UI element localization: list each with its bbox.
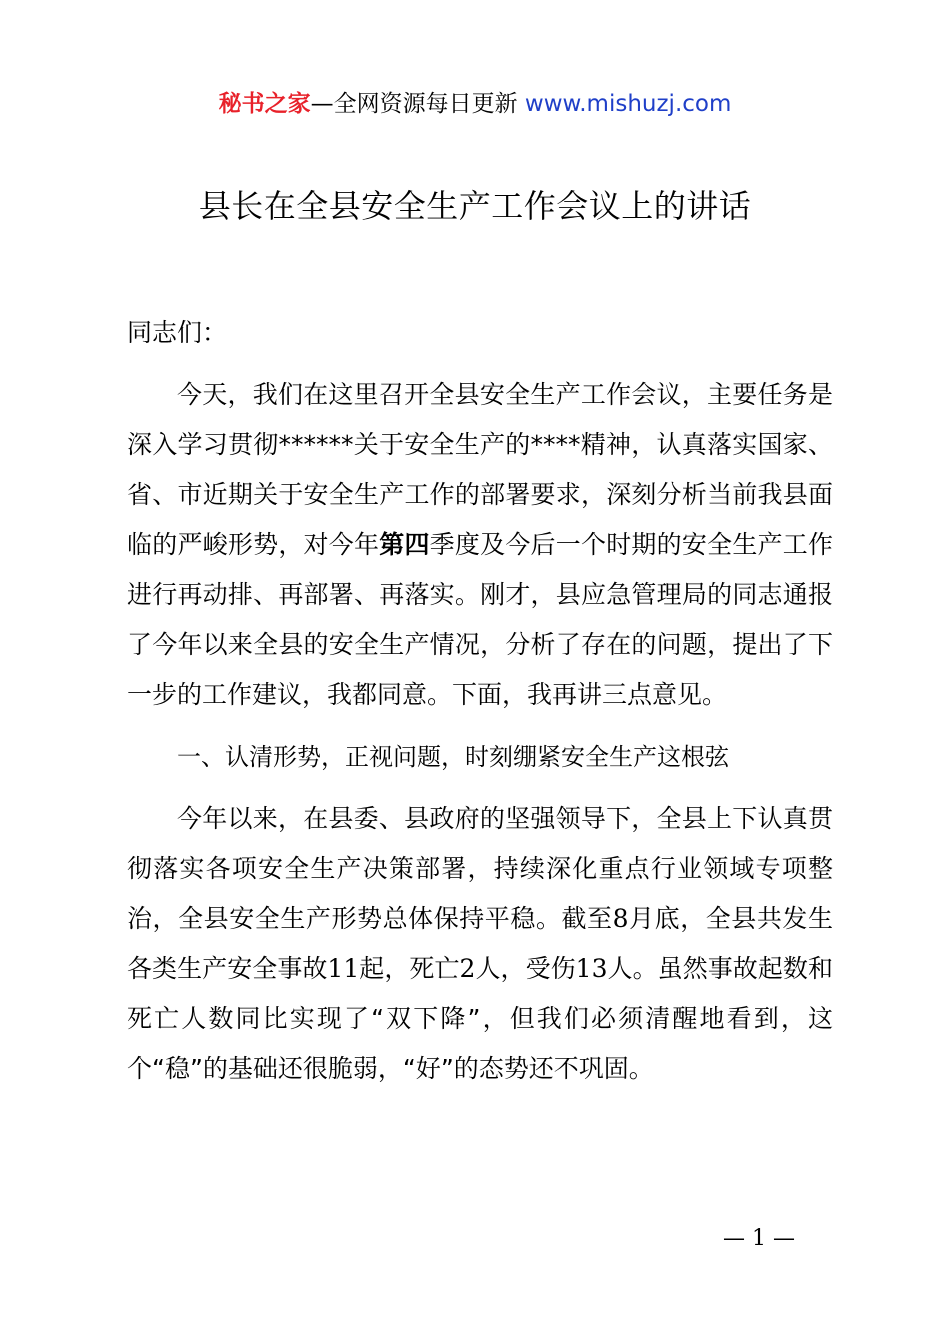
site-url-link[interactable]: www.mishuzj.com bbox=[524, 91, 732, 117]
paragraph-intro bbox=[127, 370, 833, 720]
month-number: 8 bbox=[612, 904, 629, 933]
accident-count: 11 bbox=[327, 954, 360, 983]
paragraph-situation-part-a: 今年以来，在县委、县政府的坚强领导下，全县上下认真贯彻落实各项安全生产决策部署，持续深化重点行业领域专项整治，全县安全生产形势总体保持平稳。截至 bbox=[127, 804, 833, 933]
paragraph-intro-part-a: 今天，我们在这里召开全县安全生产工作会议，主要任务是深入学习贯彻******关于安全生产的****精神，认真落实国家、省、市近期关于安全生产工作的部署要求，深刻分析当前我县面临的严峻形势，对今年 bbox=[127, 380, 833, 559]
paragraph-situation-part-d: 人，受伤 bbox=[475, 954, 576, 983]
section-heading-1: 一、认清形势，正视问题，时刻绷紧安全生产这根弦 bbox=[177, 743, 729, 771]
paragraph-situation-part-b: 月底，全县共发生各类生产安全事故 bbox=[127, 904, 833, 983]
paragraph-intro-bold: 第四 bbox=[379, 530, 430, 559]
brand-name: 秘书之家 bbox=[218, 91, 311, 117]
header-tagline: —全网资源每日更新 bbox=[310, 91, 525, 117]
paragraph-situation bbox=[127, 794, 833, 1094]
page-number: — 1 — bbox=[723, 1226, 795, 1251]
paragraph-situation-part-c: 起，死亡 bbox=[359, 954, 460, 983]
document-title: 县长在全县安全生产工作会议上的讲话 bbox=[198, 187, 752, 225]
greeting: 同志们： bbox=[127, 318, 228, 347]
death-count: 2 bbox=[459, 954, 476, 983]
paragraph-situation-part-e: 人。虽然事故起数和死亡人数同比实现了“双下降”，但我们必须清醒地看到，这个“稳”的基础还很脆弱，“好”的态势还不巩固。 bbox=[127, 954, 833, 1083]
document-body bbox=[127, 308, 833, 1094]
site-header bbox=[0, 88, 950, 120]
paragraph-intro-part-b: 季度及今后一个时期的安全生产工作进行再动排、再部署、再落实。刚才，县应急管理局的同志通报了今年以来全县的安全生产情况，分析了存在的问题，提出了下一步的工作建议，我都同意。下面，我再讲三点意见。 bbox=[127, 530, 833, 709]
injury-count: 13 bbox=[575, 954, 608, 983]
